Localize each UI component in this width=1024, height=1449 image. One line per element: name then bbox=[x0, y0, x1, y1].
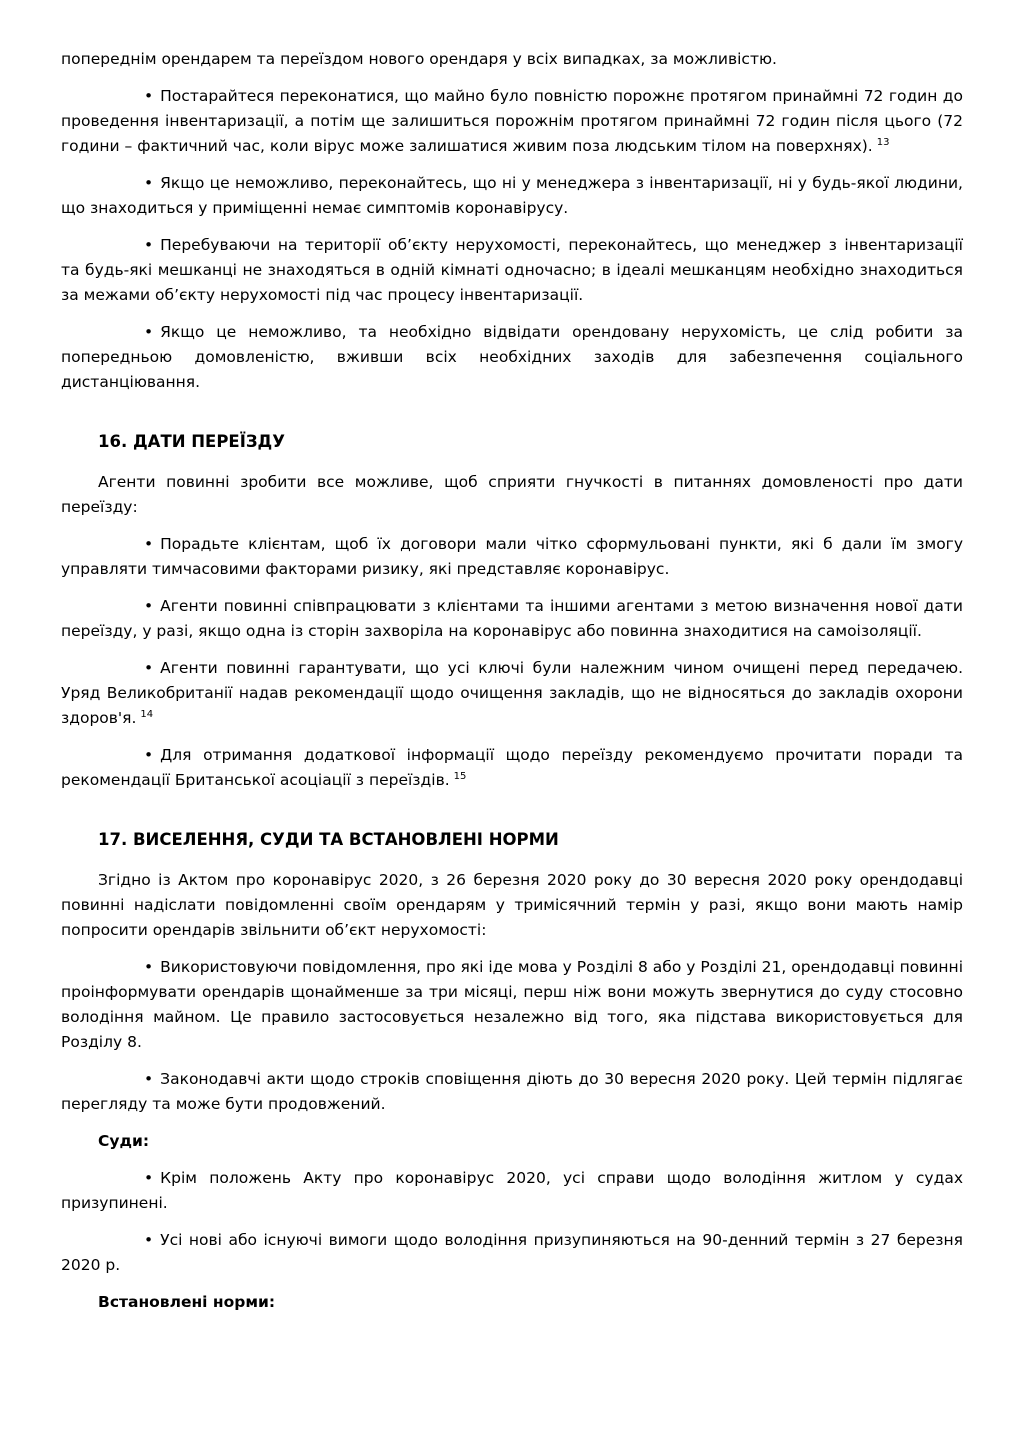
bullet-marker: • bbox=[144, 323, 154, 341]
paragraph bbox=[61, 470, 963, 520]
bullet-text: Законодавчі акти щодо строків сповіщення діють до 30 вересня 2020 року. Цей термін підлягає перегляду та може бути продовжений. bbox=[61, 1070, 963, 1113]
bullet-text: Використовуючи повідомлення, про які іде мова у Розділі 8 або у Розділі 21, орендодавці повинні проінформувати орендарів щонайменше за три місяці, перш ніж вони можуть звернутися до суду стосовно володіння майном. Це правило застосовується незалежно від того, яка підстава використовується для Розділу 8. bbox=[61, 958, 963, 1051]
bullet-text: Крім положень Акту про коронавірус 2020, усі справи щодо володіння житлом у судах призупинені. bbox=[61, 1169, 963, 1212]
bullet-text: Постарайтеся переконатися, що майно було повністю порожнє протягом принаймні 72 годин до проведення інвентаризації, а потім ще залишиться порожнім протягом принаймні 72 годин після цього (72 години – фактичний час, коли вірус може залишатися живим поза людським тілом на поверхнях). bbox=[61, 87, 963, 155]
bullet-text: Якщо це неможливо, переконайтесь, що ні у менеджера з інвентаризації, ні у будь-якої людини, що знаходиться у приміщенні немає симптомів коронавірусу. bbox=[61, 174, 963, 217]
bullet-text: Для отримання додаткової інформації щодо переїзду рекомендуємо прочитати поради та рекомендації Британської асоціації з переїздів. bbox=[61, 746, 963, 789]
bullet-marker: • bbox=[144, 597, 154, 615]
paragraph-text: попереднім орендарем та переїздом нового орендаря у всіх випадках, за можливістю. bbox=[61, 50, 777, 68]
bullet-item bbox=[61, 955, 963, 1055]
paragraph-text: Згідно із Актом про коронавірус 2020, з 26 березня 2020 року до 30 вересня 2020 року орендодавці повинні надіслати повідомленні своїм орендарям у тримісячний термін у разі, якщо вони мають намір попросити орендарів звільнити об’єкт нерухомості: bbox=[61, 871, 963, 939]
bullet-item bbox=[61, 532, 963, 582]
paragraph bbox=[61, 47, 963, 72]
bullet-marker: • bbox=[144, 746, 154, 764]
bullet-marker: • bbox=[144, 535, 154, 553]
bullet-item bbox=[61, 1166, 963, 1216]
bullet-item bbox=[61, 743, 963, 793]
bullet-item bbox=[61, 1067, 963, 1117]
paragraph-text: Агенти повинні зробити все можливе, щоб сприяти гнучкості в питаннях домовленості про дати переїзду: bbox=[61, 473, 963, 516]
bullet-marker: • bbox=[144, 1231, 154, 1249]
bullet-text: Перебуваючи на території об’єкту нерухомості, переконайтесь, що менеджер з інвентаризації та будь-які мешканці не знаходяться в одній кімнаті одночасно; в ідеалі мешканцям необхідно знаходиться за межами об’єкту нерухомості під час процесу інвентаризації. bbox=[61, 236, 963, 304]
bullet-item bbox=[61, 656, 963, 731]
sub-heading: Суди: bbox=[98, 1132, 150, 1150]
sub-heading: Встановлені норми: bbox=[98, 1293, 276, 1311]
bullet-item bbox=[61, 84, 963, 159]
bullet-marker: • bbox=[144, 174, 154, 192]
bullet-marker: • bbox=[144, 1070, 154, 1088]
section-heading: 17. ВИСЕЛЕННЯ, СУДИ ТА ВСТАНОВЛЕНІ НОРМИ bbox=[98, 830, 559, 849]
bullet-item bbox=[61, 171, 963, 221]
bullet-marker: • bbox=[144, 236, 154, 254]
footnote-ref: 13 bbox=[876, 136, 890, 148]
footnote-ref: 15 bbox=[453, 770, 467, 782]
bullet-text: Усі нові або існуючі вимоги щодо володіння призупиняються на 90-денний термін з 27 березня 2020 р. bbox=[61, 1231, 963, 1274]
bullet-text: Порадьте клієнтам, щоб їх договори мали чітко сформульовані пункти, які б дали їм змогу управляти тимчасовими факторами ризику, які представляє коронавірус. bbox=[61, 535, 963, 578]
footnote-ref: 14 bbox=[140, 708, 154, 720]
bullet-text: Агенти повинні співпрацювати з клієнтами та іншими агентами з метою визначення нової дати переїзду, у разі, якщо одна із сторін захворіла на коронавірус або повинна знаходитися на самоізоляції. bbox=[61, 597, 963, 640]
section-heading: 16. ДАТИ ПЕРЕЇЗДУ bbox=[98, 432, 285, 451]
bullet-item bbox=[61, 594, 963, 644]
bullet-item bbox=[61, 320, 963, 395]
bullet-marker: • bbox=[144, 958, 154, 976]
bullet-item bbox=[61, 233, 963, 308]
paragraph bbox=[61, 868, 963, 943]
bullet-marker: • bbox=[144, 1169, 154, 1187]
bullet-item bbox=[61, 1228, 963, 1278]
bullet-text: Агенти повинні гарантувати, що усі ключі були належним чином очищені перед передачею. Уряд Великобританії надав рекомендації щодо очищення закладів, що не відносяться до закладів охорони здоров'я. bbox=[61, 659, 963, 727]
bullet-marker: • bbox=[144, 87, 154, 105]
bullet-marker: • bbox=[144, 659, 154, 677]
bullet-text: Якщо це неможливо, та необхідно відвідати орендовану нерухомість, це слід робити за попередньою домовленістю, вживши всіх необхідних заходів для забезпечення соціального дистанціювання. bbox=[61, 323, 963, 391]
